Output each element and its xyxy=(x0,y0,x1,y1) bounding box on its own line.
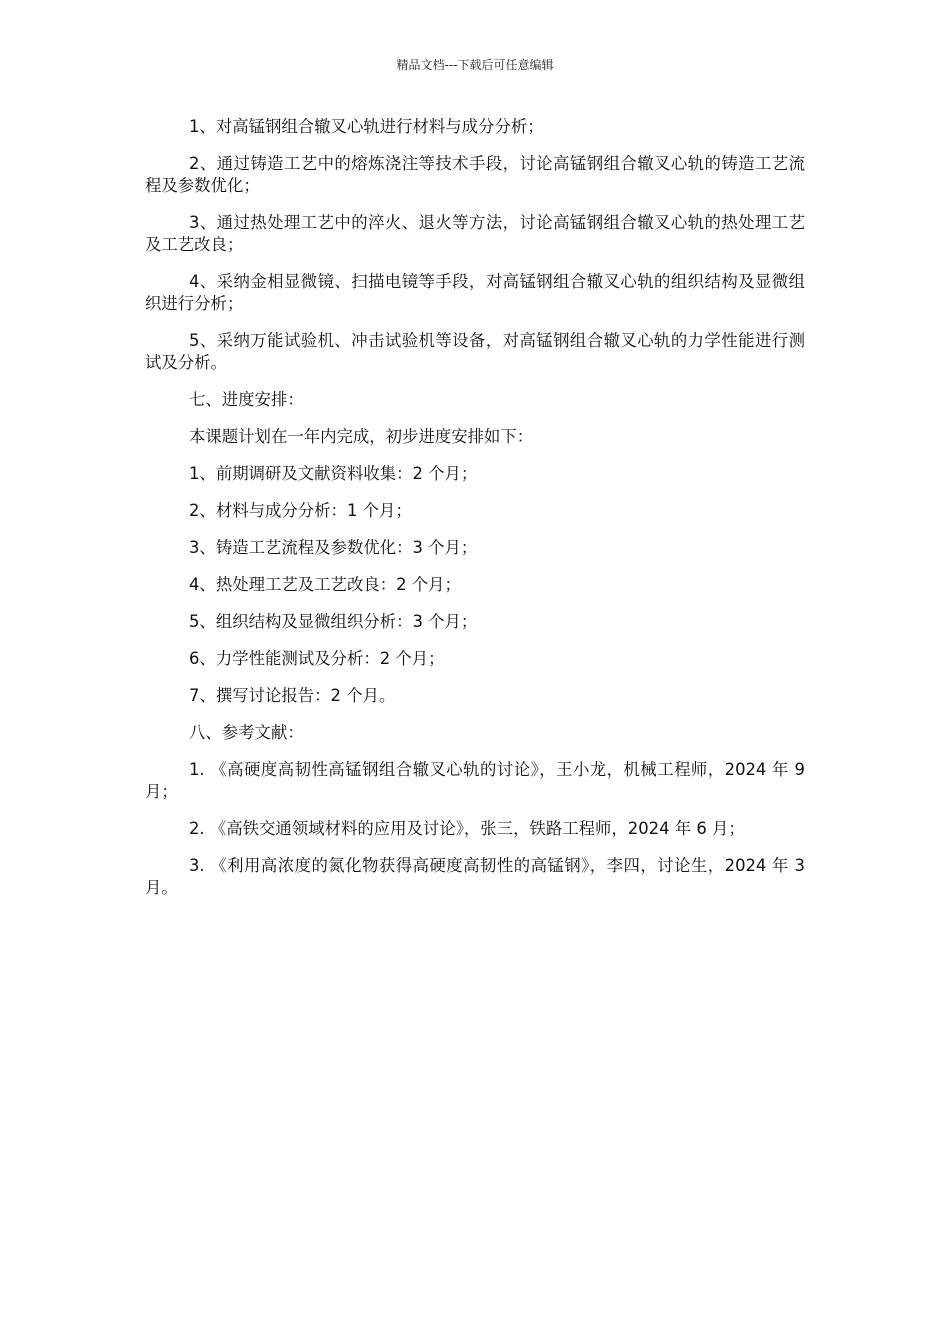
paragraph-method-4: 4、采纳金相显微镜、扫描电镜等手段，对高锰钢组合辙叉心轨的组织结构及显微组织进行分析； xyxy=(145,272,805,313)
page-header: 精品文档---下载后可任意编辑 xyxy=(396,58,554,72)
paragraph-method-2: 2、通过铸造工艺中的熔炼浇注等技术手段，讨论高锰钢组合辙叉心轨的铸造工艺流程及参数优化； xyxy=(145,154,805,195)
section-heading-references: 八、参考文献： xyxy=(189,723,304,742)
schedule-item-4: 4、热处理工艺及工艺改良：2 个月； xyxy=(189,575,461,594)
schedule-item-6: 6、力学性能测试及分析：2 个月； xyxy=(189,649,445,668)
schedule-item-1: 1、前期调研及文献资料收集：2 个月； xyxy=(189,464,478,483)
schedule-item-7: 7、撰写讨论报告：2 个月。 xyxy=(189,686,396,705)
schedule-intro: 本课题计划在一年内完成，初步进度安排如下： xyxy=(189,427,534,446)
schedule-item-3: 3、铸造工艺流程及参数优化：3 个月； xyxy=(189,538,478,557)
reference-item-3: 3. 《利用高浓度的氮化物获得高硬度高韧性的高锰钢》，李四，讨论生，2024 年 3 月。 xyxy=(145,856,805,897)
paragraph-method-3: 3、通过热处理工艺中的淬火、退火等方法，讨论高锰钢组合辙叉心轨的热处理工艺及工艺改良； xyxy=(145,213,805,254)
schedule-item-2: 2、材料与成分分析：1 个月； xyxy=(189,501,412,520)
schedule-item-5: 5、组织结构及显微组织分析：3 个月； xyxy=(189,612,478,631)
paragraph-method-1: 1、对高锰钢组合辙叉心轨进行材料与成分分析； xyxy=(189,117,544,136)
section-heading-schedule: 七、进度安排： xyxy=(189,390,304,409)
reference-item-1: 1. 《高硬度高韧性高锰钢组合辙叉心轨的讨论》，王小龙，机械工程师，2024 年 9 月； xyxy=(145,760,805,801)
document-body xyxy=(145,116,805,914)
paragraph-method-5: 5、采纳万能试验机、冲击试验机等设备，对高锰钢组合辙叉心轨的力学性能进行测试及分析。 xyxy=(145,331,805,372)
reference-item-2: 2. 《高铁交通领域材料的应用及讨论》，张三，铁路工程师，2024 年 6 月； xyxy=(189,819,745,838)
